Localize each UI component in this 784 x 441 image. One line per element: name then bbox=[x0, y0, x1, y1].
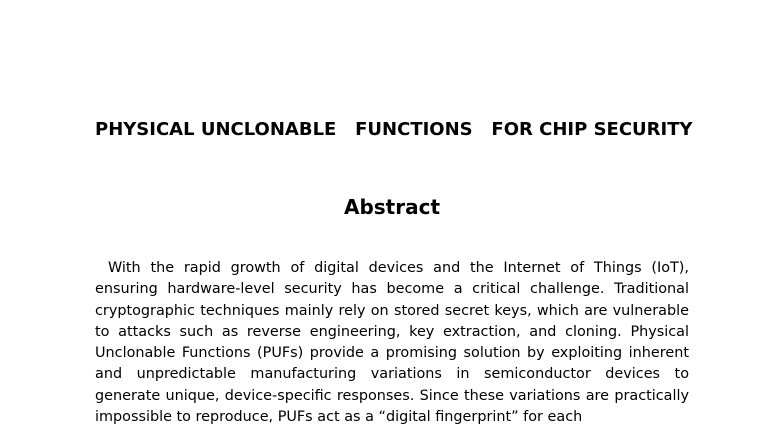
paper-title: PHYSICAL UNCLONABLE FUNCTIONS FOR CHIP SECURITY bbox=[95, 119, 693, 140]
abstract-heading: Abstract bbox=[343, 195, 441, 219]
abstract-paragraph: With the rapid growth of digital devices and the Internet of Things (IoT), ensuring hardware-level security has become a critical challenge. Traditional cryptographic techniques mainly rely on stored secret keys, which are vulnerable to attacks such as reverse engineering, key extraction, and cloning. Physical Unclonable Functions (PUFs) provide a promising solution by exploiting inherent and unpredictable manufacturing variations in semiconductor devices to generate unique, device-specific responses. Since these variations are practically impossible to reproduce, PUFs act as a “digital fingerprint” for each bbox=[95, 260, 689, 426]
